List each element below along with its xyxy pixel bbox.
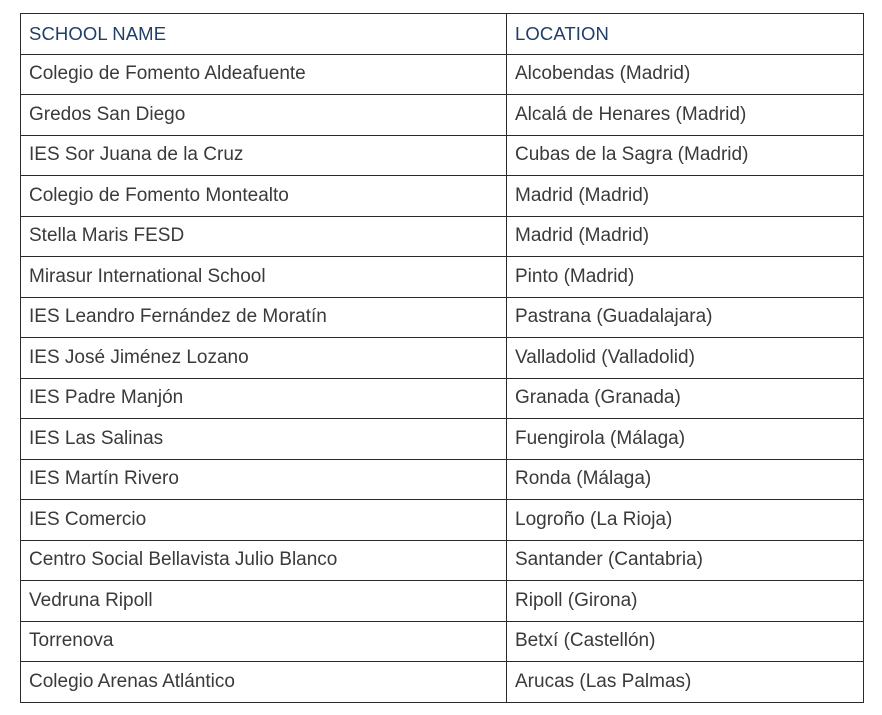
location-cell: Alcalá de Henares (Madrid) <box>507 95 864 136</box>
school-name-cell: IES Leandro Fernández de Moratín <box>21 297 507 338</box>
location-cell: Pinto (Madrid) <box>507 257 864 298</box>
school-name-cell: Gredos San Diego <box>21 95 507 136</box>
location-cell: Valladolid (Valladolid) <box>507 338 864 379</box>
table-row <box>21 540 864 581</box>
location-cell: Ripoll (Girona) <box>507 581 864 622</box>
table-row <box>21 621 864 662</box>
location-cell: Granada (Granada) <box>507 378 864 419</box>
school-name-cell: IES Comercio <box>21 500 507 541</box>
header-location: LOCATION <box>507 14 864 55</box>
table-row <box>21 459 864 500</box>
location-cell: Madrid (Madrid) <box>507 216 864 257</box>
school-name-cell: IES Sor Juana de la Cruz <box>21 135 507 176</box>
table-row <box>21 662 864 703</box>
location-cell: Fuengirola (Málaga) <box>507 419 864 460</box>
school-name-cell: Stella Maris FESD <box>21 216 507 257</box>
school-name-cell: IES Martín Rivero <box>21 459 507 500</box>
header-school-name: SCHOOL NAME <box>21 14 507 55</box>
location-cell: Santander (Cantabria) <box>507 540 864 581</box>
school-name-cell: Mirasur International School <box>21 257 507 298</box>
location-cell: Cubas de la Sagra (Madrid) <box>507 135 864 176</box>
table-row <box>21 500 864 541</box>
school-name-cell: IES José Jiménez Lozano <box>21 338 507 379</box>
location-cell: Madrid (Madrid) <box>507 176 864 217</box>
table-row <box>21 95 864 136</box>
location-cell: Ronda (Málaga) <box>507 459 864 500</box>
table-row <box>21 257 864 298</box>
location-cell: Betxí (Castellón) <box>507 621 864 662</box>
table-row <box>21 54 864 95</box>
school-name-cell: Colegio de Fomento Montealto <box>21 176 507 217</box>
table-row <box>21 216 864 257</box>
school-name-cell: Colegio de Fomento Aldeafuente <box>21 54 507 95</box>
table-row <box>21 378 864 419</box>
location-cell: Arucas (Las Palmas) <box>507 662 864 703</box>
location-cell: Logroño (La Rioja) <box>507 500 864 541</box>
location-cell: Pastrana (Guadalajara) <box>507 297 864 338</box>
table-row <box>21 581 864 622</box>
school-name-cell: Torrenova <box>21 621 507 662</box>
table-row <box>21 338 864 379</box>
table-row <box>21 135 864 176</box>
table-row <box>21 297 864 338</box>
location-cell: Alcobendas (Madrid) <box>507 54 864 95</box>
school-name-cell: IES Padre Manjón <box>21 378 507 419</box>
table-body <box>21 54 864 702</box>
schools-table <box>20 13 864 703</box>
table-row <box>21 176 864 217</box>
school-name-cell: Centro Social Bellavista Julio Blanco <box>21 540 507 581</box>
school-name-cell: Vedruna Ripoll <box>21 581 507 622</box>
table-header-row <box>21 14 864 55</box>
school-name-cell: IES Las Salinas <box>21 419 507 460</box>
table-row <box>21 419 864 460</box>
school-name-cell: Colegio Arenas Atlántico <box>21 662 507 703</box>
